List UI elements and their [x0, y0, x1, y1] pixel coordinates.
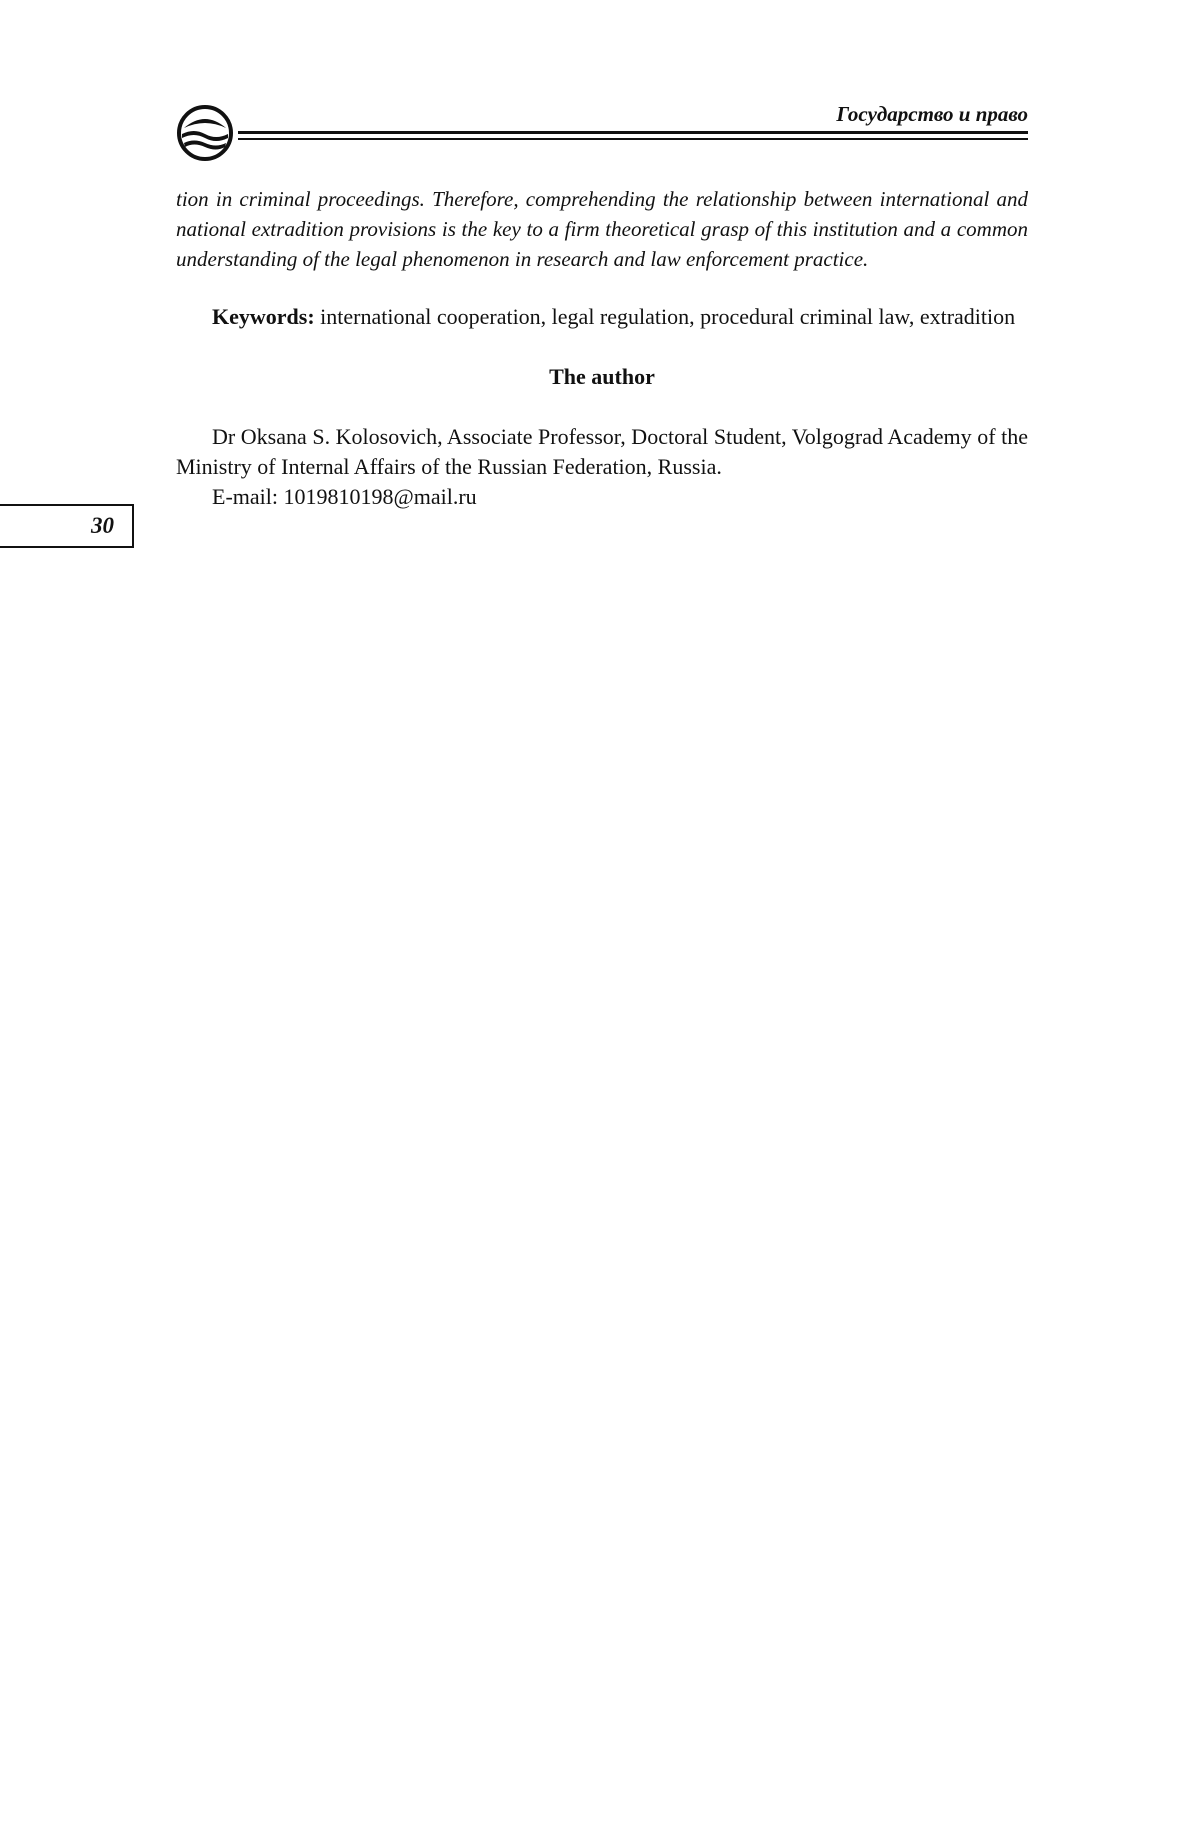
author-info: Dr Oksana S. Kolosovich, Associate Professor, Doctoral Student, Volgograd Academy of the Ministry of Internal Affairs of the Russian Federation, Russia. — [176, 424, 1028, 479]
header-rule-thick — [238, 131, 1028, 134]
page-number-box — [0, 504, 134, 548]
header-rule-thin — [238, 138, 1028, 140]
journal-emblem-icon — [176, 104, 234, 162]
abstract-text: tion in criminal proceedings. Therefore, comprehending the relationship between international and national extradition provisions is the key to a firm theoretical grasp of this institution and a common understanding of the legal phenomenon in research and law enforcement practice. — [176, 187, 1028, 271]
page-number: 30 — [91, 513, 114, 538]
keywords-text: international cooperation, legal regulation, procedural criminal law, extradition — [314, 304, 1016, 329]
journal-title: Государство и право — [836, 102, 1028, 126]
page-content — [176, 184, 1028, 512]
author-heading: The author — [549, 364, 655, 389]
running-header — [176, 98, 1028, 168]
author-email: E-mail: 1019810198@mail.ru — [212, 484, 477, 509]
keywords-paragraph — [176, 302, 1028, 332]
keywords-label: Keywords: — [212, 304, 315, 329]
